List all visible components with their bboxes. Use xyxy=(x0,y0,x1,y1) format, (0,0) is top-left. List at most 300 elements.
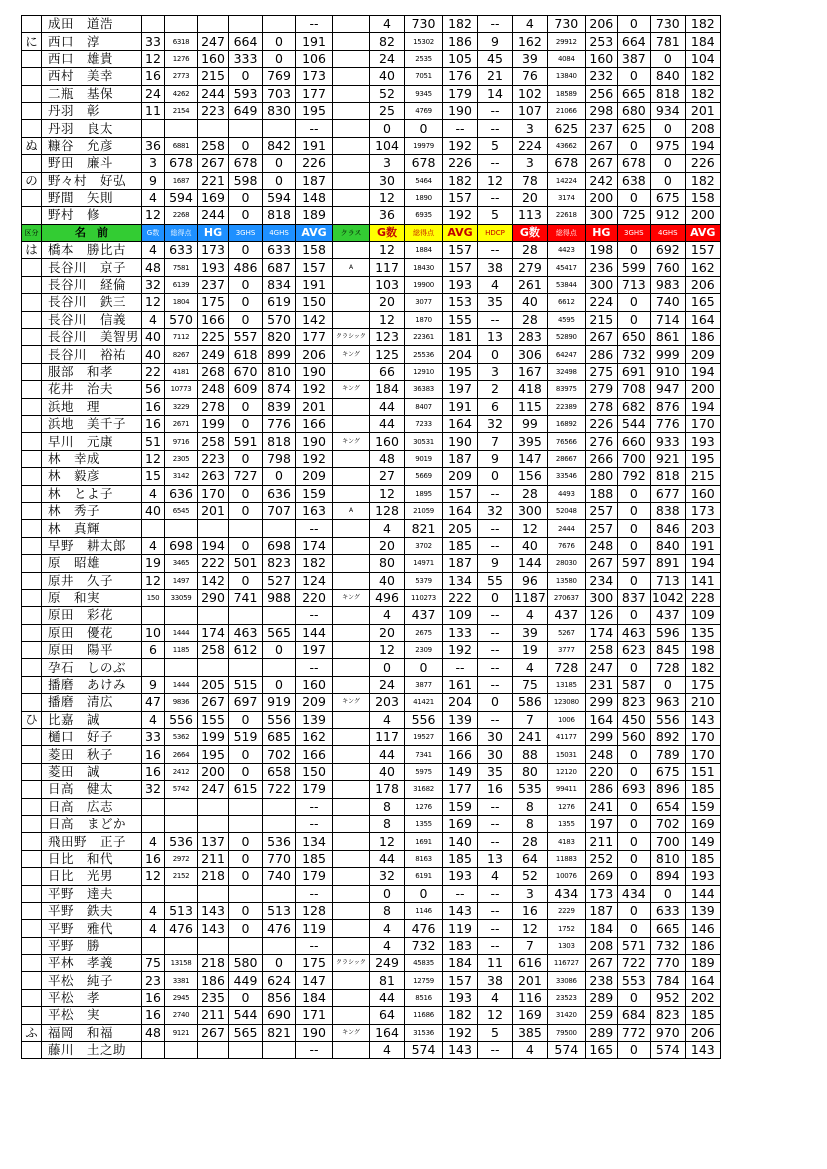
cell-avg3: 185 xyxy=(685,850,720,867)
cell-kana xyxy=(22,520,42,537)
cell-hg1: 222 xyxy=(198,555,229,572)
cell-h4a: 842 xyxy=(263,137,296,154)
cell-t2: 7341 xyxy=(405,746,443,763)
cell-cls xyxy=(333,68,370,85)
cell-avg1: 185 xyxy=(296,850,333,867)
cell-hg3: 215 xyxy=(585,311,617,328)
cell-h4c: 789 xyxy=(650,746,685,763)
cell-t1: 536 xyxy=(165,833,198,850)
cell-t2: 730 xyxy=(405,16,443,33)
cell-hg3: 237 xyxy=(585,120,617,137)
cell-avg3: 208 xyxy=(685,120,720,137)
cell-t1: 513 xyxy=(165,902,198,919)
cell-hd: 35 xyxy=(478,294,513,311)
cell-avg2: 226 xyxy=(443,155,478,172)
cell-h4a: 821 xyxy=(263,1024,296,1041)
cell-avg2: 166 xyxy=(443,729,478,746)
cell-kana xyxy=(22,746,42,763)
cell-avg1: 179 xyxy=(296,868,333,885)
cell-t3: 83975 xyxy=(547,381,585,398)
cell-avg2: -- xyxy=(443,120,478,137)
cell-avg3: 185 xyxy=(685,781,720,798)
cell-cls xyxy=(333,607,370,624)
table-row xyxy=(22,850,721,867)
cell-hg1 xyxy=(198,1042,229,1059)
cell-g3: 3 xyxy=(513,155,548,172)
cell-t3: 33546 xyxy=(547,468,585,485)
cell-t1: 4181 xyxy=(165,363,198,380)
cell-h3a: 697 xyxy=(229,694,263,711)
cell-cls xyxy=(333,102,370,119)
cell-cls xyxy=(333,676,370,693)
table-row xyxy=(22,555,721,572)
cell-hg1: 200 xyxy=(198,763,229,780)
cell-t2: 1895 xyxy=(405,485,443,502)
cell-kana xyxy=(22,607,42,624)
cell-hd: 9 xyxy=(478,555,513,572)
cell-g3: 169 xyxy=(513,1007,548,1024)
cell-hd: -- xyxy=(478,607,513,624)
cell-t2: 2675 xyxy=(405,624,443,641)
cell-name: 原 昭雄 xyxy=(42,555,142,572)
cell-hg1: 258 xyxy=(198,137,229,154)
cell-kana xyxy=(22,920,42,937)
cell-avg3: 143 xyxy=(685,1042,720,1059)
cell-name: 丹羽 彰 xyxy=(42,102,142,119)
cell-name: 原井 久子 xyxy=(42,572,142,589)
cell-h3a: 591 xyxy=(229,433,263,450)
cell-avg3: 186 xyxy=(685,937,720,954)
cell-h3a xyxy=(229,120,263,137)
cell-t1: 6139 xyxy=(165,276,198,293)
cell-h3a: 0 xyxy=(229,746,263,763)
cell-cls xyxy=(333,763,370,780)
cell-avg1: 190 xyxy=(296,363,333,380)
header-t1: 総得点 xyxy=(165,224,198,241)
cell-name: 橋本 勝比古 xyxy=(42,242,142,259)
cell-g3: 40 xyxy=(513,537,548,554)
cell-h4c: 846 xyxy=(650,520,685,537)
cell-h4a: 988 xyxy=(263,589,296,606)
cell-cls: キング xyxy=(333,589,370,606)
cell-h4a xyxy=(263,1042,296,1059)
cell-avg2: 204 xyxy=(443,346,478,363)
cell-hg1: 199 xyxy=(198,415,229,432)
cell-g3: 395 xyxy=(513,433,548,450)
cell-t2: 14971 xyxy=(405,555,443,572)
cell-avg2: 157 xyxy=(443,259,478,276)
cell-g2: 12 xyxy=(370,833,405,850)
cell-avg1: -- xyxy=(296,937,333,954)
cell-t1 xyxy=(165,1042,198,1059)
cell-h3c: 0 xyxy=(617,294,650,311)
cell-cls xyxy=(333,833,370,850)
cell-h4a: 830 xyxy=(263,102,296,119)
cell-hg3: 267 xyxy=(585,155,617,172)
cell-g1: 16 xyxy=(142,68,165,85)
cell-cls xyxy=(333,537,370,554)
cell-g1: 48 xyxy=(142,259,165,276)
cell-h3a: 0 xyxy=(229,502,263,519)
cell-h3a: 0 xyxy=(229,902,263,919)
cell-h4a: 818 xyxy=(263,207,296,224)
cell-h3a: 449 xyxy=(229,972,263,989)
cell-hg1 xyxy=(198,120,229,137)
cell-h4c: 596 xyxy=(650,624,685,641)
cell-name: 服部 和孝 xyxy=(42,363,142,380)
cell-hg1 xyxy=(198,885,229,902)
cell-hg1: 218 xyxy=(198,955,229,972)
cell-avg1: 144 xyxy=(296,624,333,641)
cell-t3: 29912 xyxy=(547,33,585,50)
cell-h3c: 0 xyxy=(617,920,650,937)
cell-h3c: 0 xyxy=(617,537,650,554)
cell-kana xyxy=(22,294,42,311)
cell-h4a: 624 xyxy=(263,972,296,989)
cell-name: 平野 雅代 xyxy=(42,920,142,937)
cell-hg3: 187 xyxy=(585,902,617,919)
cell-h3c: 0 xyxy=(617,572,650,589)
cell-t3: 2444 xyxy=(547,520,585,537)
cell-avg1: 124 xyxy=(296,572,333,589)
cell-avg3: 206 xyxy=(685,1024,720,1041)
cell-t3: 1752 xyxy=(547,920,585,937)
cell-hg1: 278 xyxy=(198,398,229,415)
cell-hg3: 198 xyxy=(585,242,617,259)
cell-h4a xyxy=(263,16,296,33)
cell-h3c: 665 xyxy=(617,85,650,102)
cell-hg1: 218 xyxy=(198,868,229,885)
cell-h4a: 594 xyxy=(263,189,296,206)
cell-g3: 28 xyxy=(513,485,548,502)
cell-avg3: 170 xyxy=(685,415,720,432)
cell-hd: -- xyxy=(478,676,513,693)
cell-hg1: 174 xyxy=(198,624,229,641)
cell-avg3: 158 xyxy=(685,189,720,206)
cell-avg3: 185 xyxy=(685,1007,720,1024)
cell-g3: 28 xyxy=(513,833,548,850)
cell-kana: ぬ xyxy=(22,137,42,154)
cell-t2: 732 xyxy=(405,937,443,954)
cell-avg2: 140 xyxy=(443,833,478,850)
cell-g2: 178 xyxy=(370,781,405,798)
table-row xyxy=(22,624,721,641)
cell-avg1: -- xyxy=(296,520,333,537)
cell-g1: 9 xyxy=(142,172,165,189)
cell-h4a: 0 xyxy=(263,50,296,67)
cell-t3: 14224 xyxy=(547,172,585,189)
header-t3: 総得点 xyxy=(547,224,585,241)
cell-h3c: 0 xyxy=(617,833,650,850)
cell-h4a: 722 xyxy=(263,781,296,798)
cell-t1: 2945 xyxy=(165,989,198,1006)
cell-t1: 2664 xyxy=(165,746,198,763)
cell-hd: -- xyxy=(478,520,513,537)
cell-h4a: 899 xyxy=(263,346,296,363)
cell-h4a: 690 xyxy=(263,1007,296,1024)
cell-hg1: 193 xyxy=(198,259,229,276)
cell-t2: 110273 xyxy=(405,589,443,606)
cell-t3: 730 xyxy=(547,16,585,33)
cell-t3: 3777 xyxy=(547,642,585,659)
cell-cls xyxy=(333,398,370,415)
header-name: 名 前 xyxy=(42,224,142,241)
cell-g2: 36 xyxy=(370,207,405,224)
cell-hg3: 300 xyxy=(585,276,617,293)
cell-h3c: 450 xyxy=(617,711,650,728)
cell-hd: -- xyxy=(478,120,513,137)
cell-hg1: 195 xyxy=(198,746,229,763)
cell-name: 平林 孝義 xyxy=(42,955,142,972)
cell-hg1 xyxy=(198,798,229,815)
cell-t1: 570 xyxy=(165,311,198,328)
cell-avg3: 198 xyxy=(685,642,720,659)
cell-g3: 8 xyxy=(513,815,548,832)
cell-kana xyxy=(22,415,42,432)
cell-h4a: 527 xyxy=(263,572,296,589)
cell-hg1: 199 xyxy=(198,729,229,746)
cell-h3c: 0 xyxy=(617,502,650,519)
cell-g3: 241 xyxy=(513,729,548,746)
cell-kana xyxy=(22,972,42,989)
cell-avg2: 182 xyxy=(443,172,478,189)
cell-kana xyxy=(22,16,42,33)
cell-h3a: 0 xyxy=(229,137,263,154)
cell-h3a: 649 xyxy=(229,102,263,119)
cell-avg2: 143 xyxy=(443,1042,478,1059)
cell-t3: 11883 xyxy=(547,850,585,867)
cell-t3: 13185 xyxy=(547,676,585,693)
cell-cls xyxy=(333,468,370,485)
cell-cls xyxy=(333,207,370,224)
table-row xyxy=(22,415,721,432)
cell-t3: 33086 xyxy=(547,972,585,989)
table-row xyxy=(22,729,721,746)
cell-h3a: 615 xyxy=(229,781,263,798)
cell-h3c: 772 xyxy=(617,1024,650,1041)
cell-g2: 25 xyxy=(370,102,405,119)
cell-h4a xyxy=(263,815,296,832)
cell-name: 西口 雄貴 xyxy=(42,50,142,67)
cell-t3: 2229 xyxy=(547,902,585,919)
cell-g1: 40 xyxy=(142,329,165,346)
cell-h3c: 544 xyxy=(617,415,650,432)
cell-h4a xyxy=(263,798,296,815)
cell-h4c: 728 xyxy=(650,659,685,676)
cell-cls xyxy=(333,572,370,589)
cell-avg1: -- xyxy=(296,815,333,832)
cell-avg1: 174 xyxy=(296,537,333,554)
cell-t3: 41177 xyxy=(547,729,585,746)
cell-h4a: 698 xyxy=(263,537,296,554)
table-row xyxy=(22,433,721,450)
cell-hg1: 143 xyxy=(198,920,229,937)
cell-hg3: 248 xyxy=(585,746,617,763)
cell-t1: 476 xyxy=(165,920,198,937)
cell-g1: 56 xyxy=(142,381,165,398)
cell-hd: -- xyxy=(478,16,513,33)
cell-g1: 40 xyxy=(142,346,165,363)
cell-kana xyxy=(22,642,42,659)
cell-avg3: 165 xyxy=(685,294,720,311)
cell-t2: 41421 xyxy=(405,694,443,711)
cell-t1: 2268 xyxy=(165,207,198,224)
cell-g1 xyxy=(142,815,165,832)
cell-h4c: 0 xyxy=(650,676,685,693)
cell-hg1: 160 xyxy=(198,50,229,67)
cell-kana xyxy=(22,763,42,780)
cell-g3: 16 xyxy=(513,902,548,919)
cell-h3a: 612 xyxy=(229,642,263,659)
cell-hg3: 252 xyxy=(585,850,617,867)
cell-g1: 12 xyxy=(142,50,165,67)
cell-hd: -- xyxy=(478,537,513,554)
cell-t1 xyxy=(165,798,198,815)
cell-avg2: 185 xyxy=(443,850,478,867)
cell-h4c: 700 xyxy=(650,833,685,850)
cell-cls xyxy=(333,415,370,432)
cell-t3: 28667 xyxy=(547,450,585,467)
cell-hd: -- xyxy=(478,642,513,659)
cell-name: 日比 光男 xyxy=(42,868,142,885)
cell-name: 菱田 秋子 xyxy=(42,746,142,763)
cell-h3c: 691 xyxy=(617,363,650,380)
cell-h3c: 587 xyxy=(617,676,650,693)
cell-g3: 99 xyxy=(513,415,548,432)
cell-avg2: 186 xyxy=(443,33,478,50)
cell-g1: 32 xyxy=(142,781,165,798)
cell-h4c: 861 xyxy=(650,329,685,346)
cell-t1: 636 xyxy=(165,485,198,502)
cell-h4c: 933 xyxy=(650,433,685,450)
cell-h3c: 732 xyxy=(617,346,650,363)
cell-g2: 64 xyxy=(370,1007,405,1024)
cell-cls xyxy=(333,363,370,380)
cell-t1: 2154 xyxy=(165,102,198,119)
cell-cls: A xyxy=(333,502,370,519)
cell-kana xyxy=(22,1042,42,1059)
cell-avg3: 146 xyxy=(685,920,720,937)
cell-cls xyxy=(333,746,370,763)
cell-h4a: 823 xyxy=(263,555,296,572)
cell-g3: 162 xyxy=(513,33,548,50)
cell-h4c: 810 xyxy=(650,850,685,867)
cell-avg3: 175 xyxy=(685,676,720,693)
cell-g3: 7 xyxy=(513,711,548,728)
cell-hg3: 234 xyxy=(585,572,617,589)
cell-name: 西口 淳 xyxy=(42,33,142,50)
cell-h4a: 633 xyxy=(263,242,296,259)
cell-h4c: 437 xyxy=(650,607,685,624)
cell-avg1: 171 xyxy=(296,1007,333,1024)
cell-kana xyxy=(22,68,42,85)
cell-avg1: -- xyxy=(296,1042,333,1059)
cell-t1 xyxy=(165,120,198,137)
cell-avg3: 194 xyxy=(685,398,720,415)
cell-t2: 6191 xyxy=(405,868,443,885)
cell-h3a: 519 xyxy=(229,729,263,746)
header-h3c: 3GHS xyxy=(617,224,650,241)
cell-avg1: 190 xyxy=(296,433,333,450)
cell-cls xyxy=(333,972,370,989)
cell-name: 野田 廉斗 xyxy=(42,155,142,172)
cell-g1: 16 xyxy=(142,746,165,763)
table-row xyxy=(22,520,721,537)
cell-g1: 16 xyxy=(142,415,165,432)
cell-name: 日比 和代 xyxy=(42,850,142,867)
cell-t3: 79500 xyxy=(547,1024,585,1041)
cell-t1 xyxy=(165,885,198,902)
cell-avg3: 151 xyxy=(685,763,720,780)
cell-avg2: 157 xyxy=(443,242,478,259)
cell-g3: 167 xyxy=(513,363,548,380)
cell-hd: 35 xyxy=(478,763,513,780)
cell-hg1: 223 xyxy=(198,102,229,119)
cell-h3c: 434 xyxy=(617,885,650,902)
table-row xyxy=(22,68,721,85)
cell-t1: 1444 xyxy=(165,624,198,641)
cell-kana: ふ xyxy=(22,1024,42,1041)
header-t2: 総得点 xyxy=(405,224,443,241)
cell-hg3: 276 xyxy=(585,433,617,450)
cell-t2: 36383 xyxy=(405,381,443,398)
cell-g2: 123 xyxy=(370,329,405,346)
cell-t1: 1444 xyxy=(165,676,198,693)
cell-t2: 18430 xyxy=(405,259,443,276)
cell-hg1 xyxy=(198,815,229,832)
cell-t1: 7581 xyxy=(165,259,198,276)
cell-kana xyxy=(22,555,42,572)
cell-t2: 1276 xyxy=(405,798,443,815)
cell-t3: 99411 xyxy=(547,781,585,798)
cell-g2: 44 xyxy=(370,850,405,867)
table-row xyxy=(22,1007,721,1024)
cell-g3: 3 xyxy=(513,120,548,137)
cell-avg3: 141 xyxy=(685,572,720,589)
cell-hd: -- xyxy=(478,1042,513,1059)
cell-g2: 8 xyxy=(370,815,405,832)
cell-cls xyxy=(333,276,370,293)
cell-avg3: 215 xyxy=(685,468,720,485)
cell-h4a: 0 xyxy=(263,676,296,693)
cell-h4c: 912 xyxy=(650,207,685,224)
cell-g1: 11 xyxy=(142,102,165,119)
cell-h3c: 0 xyxy=(617,311,650,328)
cell-h3a: 0 xyxy=(229,398,263,415)
cell-g2: 4 xyxy=(370,711,405,728)
cell-t1 xyxy=(165,607,198,624)
cell-kana: は xyxy=(22,242,42,259)
cell-t2: 22361 xyxy=(405,329,443,346)
cell-cls xyxy=(333,485,370,502)
cell-hd: 5 xyxy=(478,1024,513,1041)
cell-t3: 7676 xyxy=(547,537,585,554)
cell-avg1: 150 xyxy=(296,763,333,780)
cell-hd: -- xyxy=(478,711,513,728)
cell-h4c: 556 xyxy=(650,711,685,728)
cell-t2: 9019 xyxy=(405,450,443,467)
cell-t3: 4084 xyxy=(547,50,585,67)
cell-t1: 1497 xyxy=(165,572,198,589)
cell-g3: 96 xyxy=(513,572,548,589)
cell-kana: に xyxy=(22,33,42,50)
cell-hg1: 248 xyxy=(198,381,229,398)
cell-t2: 0 xyxy=(405,120,443,137)
cell-h4a: 536 xyxy=(263,833,296,850)
cell-avg3: 173 xyxy=(685,502,720,519)
cell-avg1: 128 xyxy=(296,902,333,919)
cell-t3: 4183 xyxy=(547,833,585,850)
